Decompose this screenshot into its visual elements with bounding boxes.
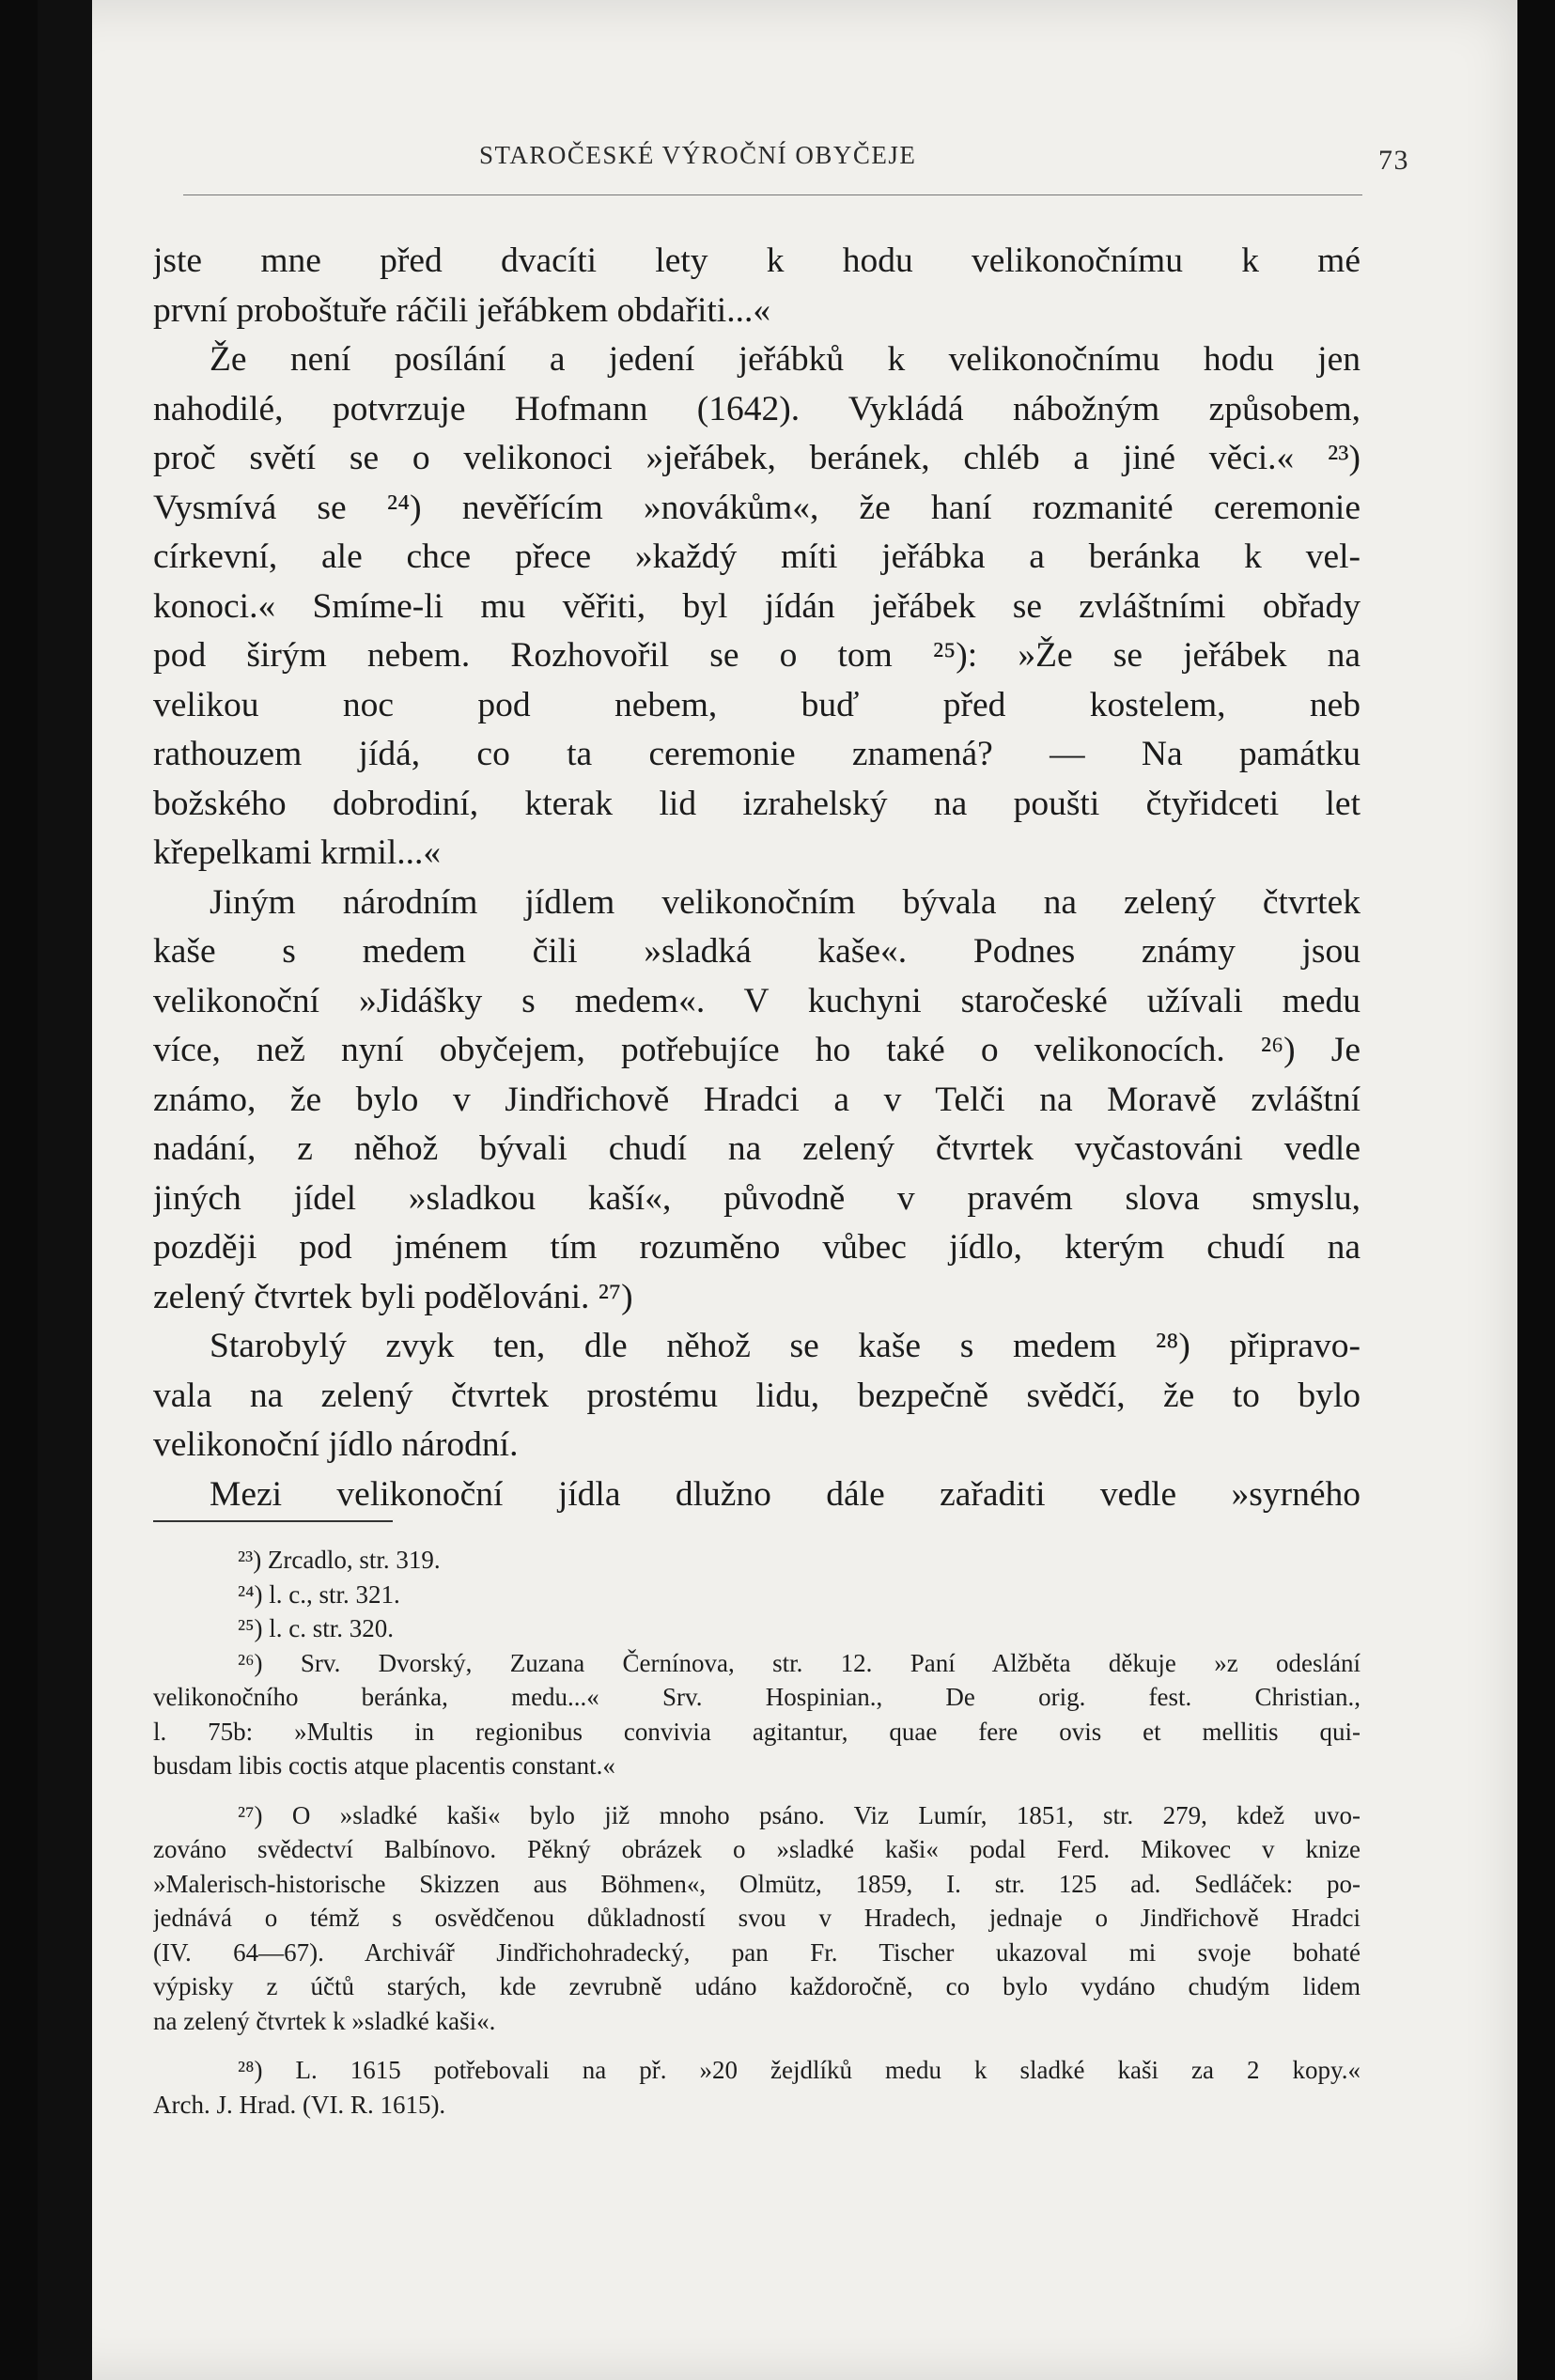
footnote-line: na zelený čtvrtek k »sladké kaši«. bbox=[153, 2006, 496, 2035]
body-line: známo, že bylo v Jindřichově Hradci a v Telči na Moravě zvláštní bbox=[153, 1080, 1361, 1119]
body-line: nahodilé, potvrzuje Hofmann (1642). Vykládá nábožným způsobem, bbox=[153, 389, 1361, 428]
body-line: jste mne před dvacíti lety k hodu velikonočnímu k mé bbox=[153, 241, 1361, 280]
footnote-24: ²⁴) l. c., str. 321. bbox=[238, 1579, 400, 1609]
running-title: STAROČESKÉ VÝROČNÍ OBYČEJE bbox=[479, 141, 917, 169]
page-number: 73 bbox=[1378, 145, 1409, 176]
body-line: více, než nyní obyčejem, potřebujíce ho také o velikonocích. ²⁶) Je bbox=[153, 1031, 1361, 1069]
body-line: velikou noc pod nebem, buď před kostelem, neb bbox=[153, 685, 1361, 724]
body-line: křepelkami krmil...« bbox=[153, 833, 442, 872]
book-spine-shadow bbox=[38, 0, 92, 2380]
body-text bbox=[153, 237, 1361, 1519]
body-line: konoci.« Smíme-li mu věřiti, byl jídán jeřábek se zvláštními obřady bbox=[153, 586, 1361, 626]
body-line: rathouzem jídá, co ta ceremonie znamená? — Na památku bbox=[153, 735, 1361, 773]
footnotes bbox=[153, 1543, 1361, 2122]
footnote-line: busdam libis coctis atque placentis constant.« bbox=[153, 1751, 615, 1780]
body-line: kaše s medem čili »sladká kaše«. Podnes známy jsou bbox=[153, 932, 1361, 971]
footnote-separator bbox=[153, 1520, 393, 1522]
body-line: pod širým nebem. Rozhovořil se o tom ²⁵): »Že se jeřábek na bbox=[153, 636, 1361, 675]
footnote-line: l. 75b: »Multis in regionibus convivia agitantur, quae fere ovis et mellitis qui- bbox=[153, 1717, 1361, 1746]
body-line: velikonoční jídlo národní. bbox=[153, 1425, 519, 1464]
body-line: Že není posílání a jedení jeřábků k velikonočnímu hodu jen bbox=[210, 340, 1361, 379]
footnote-line: Arch. J. Hrad. (VI. R. 1615). bbox=[153, 2090, 446, 2119]
body-line: jiných jídel »sladkou kaší«, původně v pravém slova smyslu, bbox=[153, 1178, 1361, 1218]
footnote-line: (IV. 64—67). Archivář Jindřichohradecký, pan Fr. Tischer ukazoval mi svoje bohaté bbox=[153, 1937, 1361, 1967]
body-line: později pod jménem tím rozuměno vůbec jídlo, kterým chudí na bbox=[153, 1228, 1361, 1267]
body-line: první proboštuře ráčili jeřábkem obdařiti...« bbox=[153, 290, 771, 330]
footnote-line: velikonočního beránka, medu...« Srv. Hospinian., De orig. fest. Christian., bbox=[153, 1683, 1361, 1711]
footnote-line: zováno svědectví Balbínovo. Pěkný obrázek o »sladké kaši« podal Ferd. Mikovec v knize bbox=[153, 1835, 1361, 1863]
footnote-23: ²³) Zrcadlo, str. 319. bbox=[238, 1546, 441, 1574]
footnote-28: ²⁸) L. 1615 potřebovali na př. »20 žejdlíků medu k sladké kaši za 2 kopy.« bbox=[238, 2056, 1361, 2084]
body-line: Jiným národním jídlem velikonočním bývala na zelený čtvrtek bbox=[210, 882, 1361, 922]
footnote-line: výpisky z účtů starých, kde zevrubně udáno každoročně, co bylo vydáno chudým lidem bbox=[153, 1972, 1361, 2000]
body-line: Vysmívá se ²⁴) nevěřícím »novákům«, že haní rozmanité ceremonie bbox=[153, 488, 1361, 527]
body-line: proč světí se o velikonoci »jeřábek, beránek, chléb a jiné věci.« ²³) bbox=[153, 439, 1361, 477]
footnote-25: ²⁵) l. c. str. 320. bbox=[238, 1614, 394, 1642]
footnote-27: ²⁷) O »sladké kaši« bylo již mnoho psáno. Viz Lumír, 1851, str. 279, kdež uvo- bbox=[238, 1800, 1361, 1829]
header-rule bbox=[183, 194, 1362, 195]
body-line: velikonoční »Jidášky s medem«. V kuchyni staročeské užívali medu bbox=[153, 981, 1361, 1020]
body-line: nadání, z něhož bývali chudí na zelený čtvrtek vyčastováni vedle bbox=[153, 1129, 1361, 1168]
body-line: Starobylý zvyk ten, dle něhož se kaše s medem ²⁸) připravo- bbox=[210, 1327, 1361, 1365]
footnote-26: ²⁶) Srv. Dvorský, Zuzana Černínova, str. 12. Paní Alžběta děkuje »z odeslání bbox=[238, 1648, 1361, 1677]
body-line: vala na zelený čtvrtek prostému lidu, bezpečně svědčí, že to bylo bbox=[153, 1376, 1361, 1415]
body-line: zelený čtvrtek byli podělováni. ²⁷) bbox=[153, 1277, 633, 1316]
footnote-line: »Malerisch-historische Skizzen aus Böhmen«, Olmütz, 1859, I. str. 125 ad. Sedláček: po- bbox=[153, 1869, 1361, 1898]
body-line: božského dobrodiní, kterak lid izrahelský na poušti čtyřidceti let bbox=[153, 784, 1361, 823]
footnote-line: jednává o témž s osvědčenou důkladností svou v Hradech, jednaje o Jindřichově Hradci bbox=[153, 1904, 1361, 1932]
body-line: Mezi velikonoční jídla dlužno dále zařaditi vedle »syrného bbox=[210, 1474, 1361, 1514]
book-page bbox=[38, 0, 1517, 2380]
body-line: církevní, ale chce přece »každý míti jeřábka a beránka k vel- bbox=[153, 537, 1361, 576]
